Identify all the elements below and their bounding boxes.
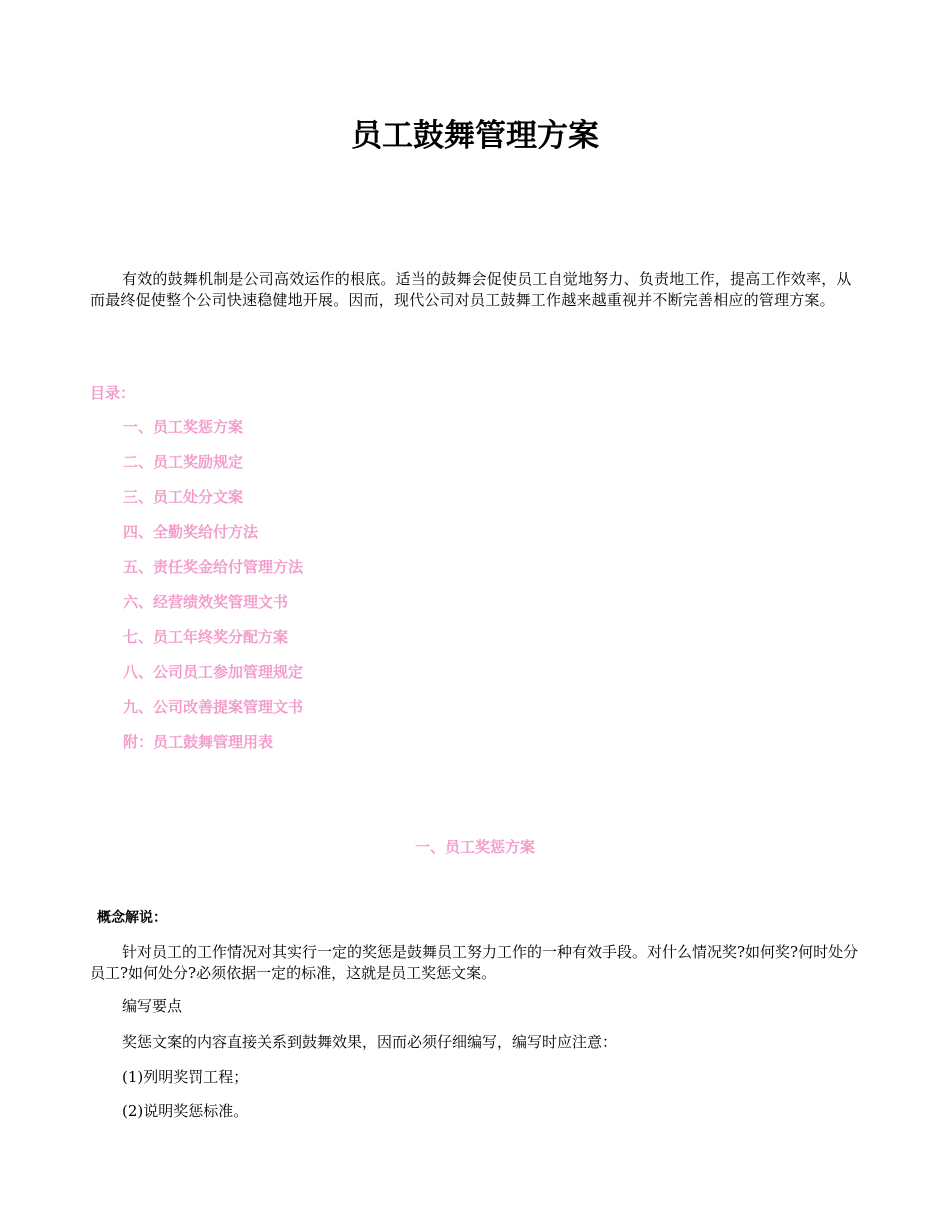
- toc-item[interactable]: 二、员工奖励规定: [123, 453, 244, 471]
- toc-item[interactable]: 三、员工处分文案: [123, 488, 244, 506]
- toc-label: 目录：: [90, 384, 136, 402]
- table-of-contents: [123, 416, 303, 766]
- toc-item[interactable]: 附：员工鼓舞管理用表: [123, 733, 274, 751]
- toc-item[interactable]: 六、经营绩效奖管理文书: [123, 593, 289, 611]
- toc-item[interactable]: 一、员工奖惩方案: [123, 418, 244, 436]
- toc-item[interactable]: 八、公司员工参加管理规定: [123, 663, 304, 681]
- body-paragraph: 奖惩文案的内容直接关系到鼓舞效果，因而必须仔细编写，编写时应注意：: [122, 1033, 618, 1051]
- concept-label: 概念解说：: [97, 910, 167, 926]
- list-item: (2)说明奖惩标准。: [122, 1102, 249, 1120]
- toc-item[interactable]: 五、责任奖金给付管理方法: [123, 558, 304, 576]
- toc-item[interactable]: 九、公司改善提案管理文书: [123, 698, 304, 716]
- list-item: (1)列明奖罚工程；: [122, 1068, 249, 1086]
- document-title: 员工鼓舞管理方案: [351, 118, 599, 154]
- section-heading: 一、员工奖惩方案: [414, 838, 535, 856]
- intro-paragraph: 有效的鼓舞机制是公司高效运作的根底。适当的鼓舞会促使员工自觉地努力、负责地工作，提高工作效率，从而最终促使整个公司快速稳健地开展。因而，现代公司对员工鼓舞工作越来越重视并不断完善相应的管理方案。: [90, 270, 852, 309]
- toc-item[interactable]: 七、员工年终奖分配方案: [123, 628, 289, 646]
- body-paragraph: 针对员工的工作情况对其实行一定的奖惩是鼓舞员工努力工作的一种有效手段。对什么情况奖?如何奖?何时处分员工?如何处分?必须依据一定的标准，这就是员工奖惩文案。: [90, 943, 859, 982]
- toc-item[interactable]: 四、全勤奖给付方法: [123, 523, 259, 541]
- subheading-writing-points: 编写要点: [122, 997, 183, 1015]
